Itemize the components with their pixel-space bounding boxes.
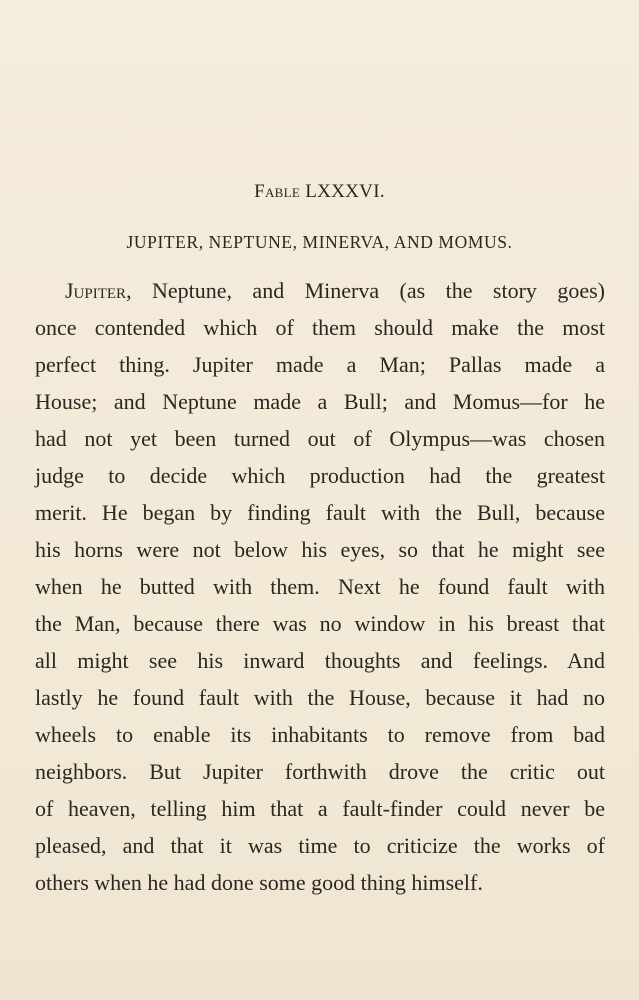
fable-label: Fable [254,181,301,202]
text-line: his horns were not below his eyes, so that he might see [35,537,605,562]
opening-word: Jupiter [65,278,127,303]
text-line: House; and Neptune made a Bull; and Momus—for he [35,389,605,414]
text-line: judge to decide which production had the greatest [35,463,605,488]
fable-text [35,272,605,901]
text-line: pleased, and that it was time to criticize the works of [35,833,605,858]
text-line: lastly he found fault with the House, because it had no [35,685,605,710]
text-line: had not yet been turned out of Olympus—was chosen [35,426,605,451]
text-line: perfect thing. Jupiter made a Man; Pallas made a [35,352,605,377]
text-line: others when he had done some good thing himself. [35,870,483,895]
text-line: all might see his inward thoughts and feelings. And [35,648,605,673]
text-line: once contended which of them should make the most [35,315,605,340]
fable-number-heading [0,181,639,203]
text-line: wheels to enable its inhabitants to remove from bad [35,722,605,747]
text-line: merit. He began by finding fault with the Bull, because [35,500,605,525]
text-line: the Man, because there was no window in his breast that [35,611,605,636]
text-line: of heaven, telling him that a fault-finder could never be [35,796,605,821]
fable-numeral: LXXXVI. [305,181,385,202]
text-line: Jupiter, Neptune, and Minerva (as the story goes) [65,278,605,303]
fable-title: JUPITER, NEPTUNE, MINERVA, AND MOMUS. [126,232,513,252]
text-line: when he butted with them. Next he found fault with [35,574,605,599]
text-line: neighbors. But Jupiter forthwith drove the critic out [35,759,605,784]
